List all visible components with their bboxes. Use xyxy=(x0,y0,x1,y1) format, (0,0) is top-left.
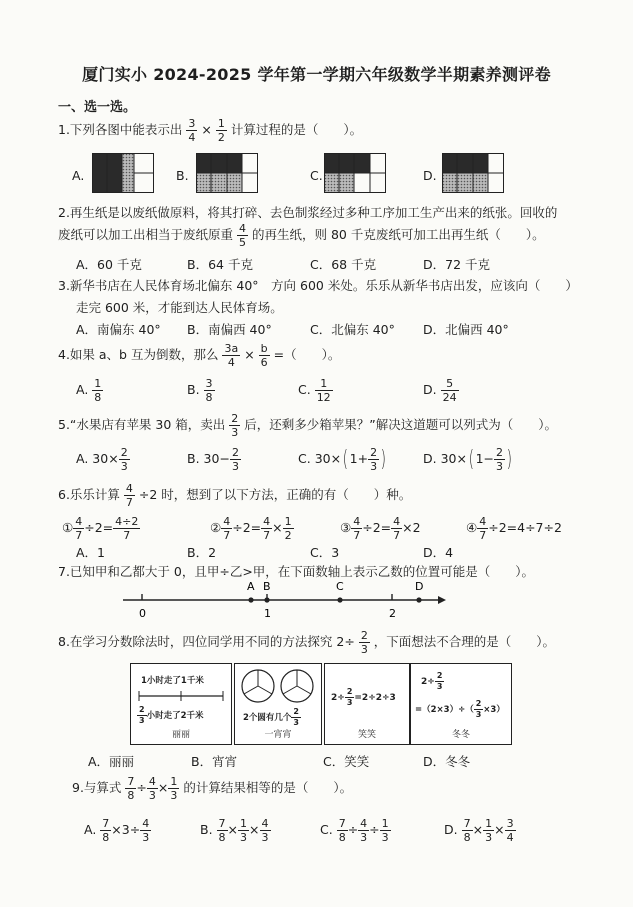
fraction: $\frac{4}{7}$ xyxy=(125,482,133,509)
tick-label-0: 0 xyxy=(139,607,146,620)
fraction: $\frac{4}{5}$ xyxy=(239,222,246,249)
question-5: 5.“水果店有苹果 30 箱，卖出 $\frac{2}{3}$ 后，还剩多少箱苹果？”解决这道题可以列式为（ ）。 xyxy=(58,412,557,439)
q6-option-d[interactable]: D．4 xyxy=(423,545,454,560)
q8-figure-lili: 1小时走了1千米 $\frac{2}{3}$ 小时走了2千米 丽丽 xyxy=(130,663,232,745)
caption-xiaoxiao-2: 笑笑 xyxy=(357,730,376,740)
point-c xyxy=(337,597,342,602)
q6-method-4: ④ $\frac{4}{7}$ ÷2=4÷7÷2 xyxy=(466,515,562,542)
q1-option-a-label[interactable]: A. xyxy=(72,168,85,183)
q5-option-c[interactable]: C. 30×( 1+ $\frac{2}{3}$ ) xyxy=(298,446,386,473)
question-9: 9.与算式 $\frac{7}{8}$ ÷ $\frac{4}{3}$ × $\frac{1}{3}$ 的计算结果相等的是（ ）。 xyxy=(72,775,353,802)
point-d xyxy=(416,597,421,602)
caption-dongdong: 冬冬 xyxy=(451,730,470,740)
fraction: $\frac{7}{8}$ xyxy=(127,775,135,802)
q6-option-b[interactable]: B．2 xyxy=(187,545,217,560)
q1-option-d-label[interactable]: D. xyxy=(423,168,437,183)
q8-figure-xiaoxiao: 2个圆有几个 $\frac{2}{3}$ 一宵宵 xyxy=(234,663,322,745)
q6-method-2: ② $\frac{4}{7}$ ÷2= $\frac{4}{7}$ × $\frac{1}{2}$ xyxy=(210,515,292,542)
q2-option-d[interactable]: D．72 千克 xyxy=(423,257,491,272)
tick-label-2: 2 xyxy=(389,607,396,620)
question-3-line-2: 走完 600 米，才能到达人民体育场。 xyxy=(76,300,283,315)
fraction: $\frac{3a}{4}$ xyxy=(224,342,239,369)
question-6: 6.乐乐计算 $\frac{4}{7}$ ÷2 时，想到了以下方法，正确的有（ ）种。 xyxy=(58,482,412,509)
tick-label-1: 1 xyxy=(264,607,271,620)
point-a xyxy=(248,597,253,602)
q9-option-a[interactable]: A. $\frac{7}{8}$ ×3÷ $\frac{4}{3}$ xyxy=(84,817,150,844)
q1-option-b-label[interactable]: B. xyxy=(176,168,189,183)
q1-figure-c xyxy=(324,153,386,193)
fraction: $\frac{2}{3}$ xyxy=(360,629,368,656)
question-8: 8.在学习分数除法时，四位同学用不同的方法探究 2÷ $\frac{2}{3}$ ，下面想法不合理的是（ ）。 xyxy=(58,629,556,656)
question-7: 7.已知甲和乙都大于 0，且甲÷乙>甲，在下面数轴上表示乙数的位置可能是（ ）。 xyxy=(58,564,535,579)
question-4: 4.如果 a、b 互为倒数，那么 $\frac{3a}{4}$ × $\frac{b}{6}$ =（ ）。 xyxy=(58,342,341,369)
q2-option-c[interactable]: C．68 千克 xyxy=(310,257,377,272)
q4-option-c[interactable]: C. $\frac{1}{12}$ xyxy=(298,377,331,404)
q9-option-d[interactable]: D. $\frac{7}{8}$ × $\frac{1}{3}$ × $\frac{3}{4}$ xyxy=(444,817,514,844)
label-a: A xyxy=(247,580,255,593)
caption-lili: 丽丽 xyxy=(171,730,190,740)
section-heading: 一、选一选。 xyxy=(58,100,137,115)
q8-figure-dongdong: 2÷ $\frac{2}{3}$ =（2×3）÷（ $\frac{2}{3}$ ×3） 冬冬 xyxy=(410,663,512,745)
q9-option-b[interactable]: B. $\frac{7}{8}$ × $\frac{1}{3}$ × $\frac{4}{3}$ xyxy=(200,817,269,844)
label-d: D xyxy=(415,580,424,593)
q8-option-c[interactable]: C．笑笑 xyxy=(323,754,370,769)
label-b: B xyxy=(263,580,271,593)
caption-xiaoxiao: 一宵宵 xyxy=(264,730,292,740)
q6-option-a[interactable]: A．1 xyxy=(76,545,106,560)
fraction: $\frac{2}{3}$ xyxy=(231,412,239,439)
q4-option-a[interactable]: A. $\frac{1}{8}$ xyxy=(76,377,102,404)
q1-figure-a xyxy=(92,153,154,193)
fraction: $\frac{1}{2}$ xyxy=(217,117,225,144)
q1-option-c-label[interactable]: C. xyxy=(310,168,323,183)
fraction: $\frac{b}{6}$ xyxy=(260,342,268,369)
question-1: 1.下列各图中能表示出 $\frac{3}{4}$ × $\frac{1}{2}$ 计算过程的是（ ）。 xyxy=(58,117,363,144)
q3-option-b[interactable]: B．南偏西 40° xyxy=(187,322,272,337)
q8-option-b[interactable]: B．宵宵 xyxy=(191,754,238,769)
q6-method-3: ③ $\frac{4}{7}$ ÷2= $\frac{4}{7}$ ×2 xyxy=(340,515,421,542)
q5-option-d[interactable]: D. 30×( 1− $\frac{2}{3}$ ) xyxy=(423,446,512,473)
q5-option-b[interactable]: B. 30− $\frac{2}{3}$ xyxy=(187,446,239,473)
question-3-line-1: 3.新华书店在人民体育场北偏东 40° 方向 600 米处。乐乐从新华书店出发，应该向（ ） xyxy=(58,278,578,293)
q2-option-b[interactable]: B．64 千克 xyxy=(187,257,253,272)
q8-option-a[interactable]: A．丽丽 xyxy=(88,754,135,769)
q6-option-c[interactable]: C．3 xyxy=(310,545,340,560)
q8-figure-xiaoxiao-2: 2÷ $\frac{2}{3}$ =2÷2÷3 笑笑 xyxy=(324,663,410,745)
q8-option-d[interactable]: D．冬冬 xyxy=(423,754,471,769)
q5-option-a[interactable]: A. 30× $\frac{2}{3}$ xyxy=(76,446,128,473)
page-title: 厦门实小 2024-2025 学年第一学期六年级数学半期素养测评卷 xyxy=(82,65,551,84)
q4-option-b[interactable]: B. $\frac{3}{8}$ xyxy=(187,377,213,404)
question-2-line-2: 废纸可以加工出相当于废纸原重 $\frac{4}{5}$ 的再生纸，则 80 千克废纸可加工出再生纸（ ）。 xyxy=(58,222,545,249)
q3-option-d[interactable]: D．北偏西 40° xyxy=(423,322,509,337)
point-b xyxy=(264,597,269,602)
question-2-line-1: 2.再生纸是以废纸做原料，将其打碎、去色制浆经过多种工序加工生产出来的纸张。回收的 xyxy=(58,205,558,220)
label-c: C xyxy=(336,580,344,593)
q4-option-d[interactable]: D. $\frac{5}{24}$ xyxy=(423,377,457,404)
fraction: $\frac{3}{4}$ xyxy=(188,117,196,144)
q1-figure-d xyxy=(442,153,504,193)
q9-option-c[interactable]: C. $\frac{7}{8}$ ÷ $\frac{4}{3}$ ÷ $\frac{1}{3}$ xyxy=(320,817,389,844)
q6-method-1: ① $\frac{4}{7}$ ÷2= $\frac{4\div 2}{7}$ xyxy=(62,515,139,542)
q1-figure-b xyxy=(196,153,258,193)
q3-option-a[interactable]: A．南偏东 40° xyxy=(76,322,161,337)
q2-option-a[interactable]: A．60 千克 xyxy=(76,257,142,272)
number-line xyxy=(118,578,448,620)
q3-option-c[interactable]: C．北偏东 40° xyxy=(310,322,395,337)
